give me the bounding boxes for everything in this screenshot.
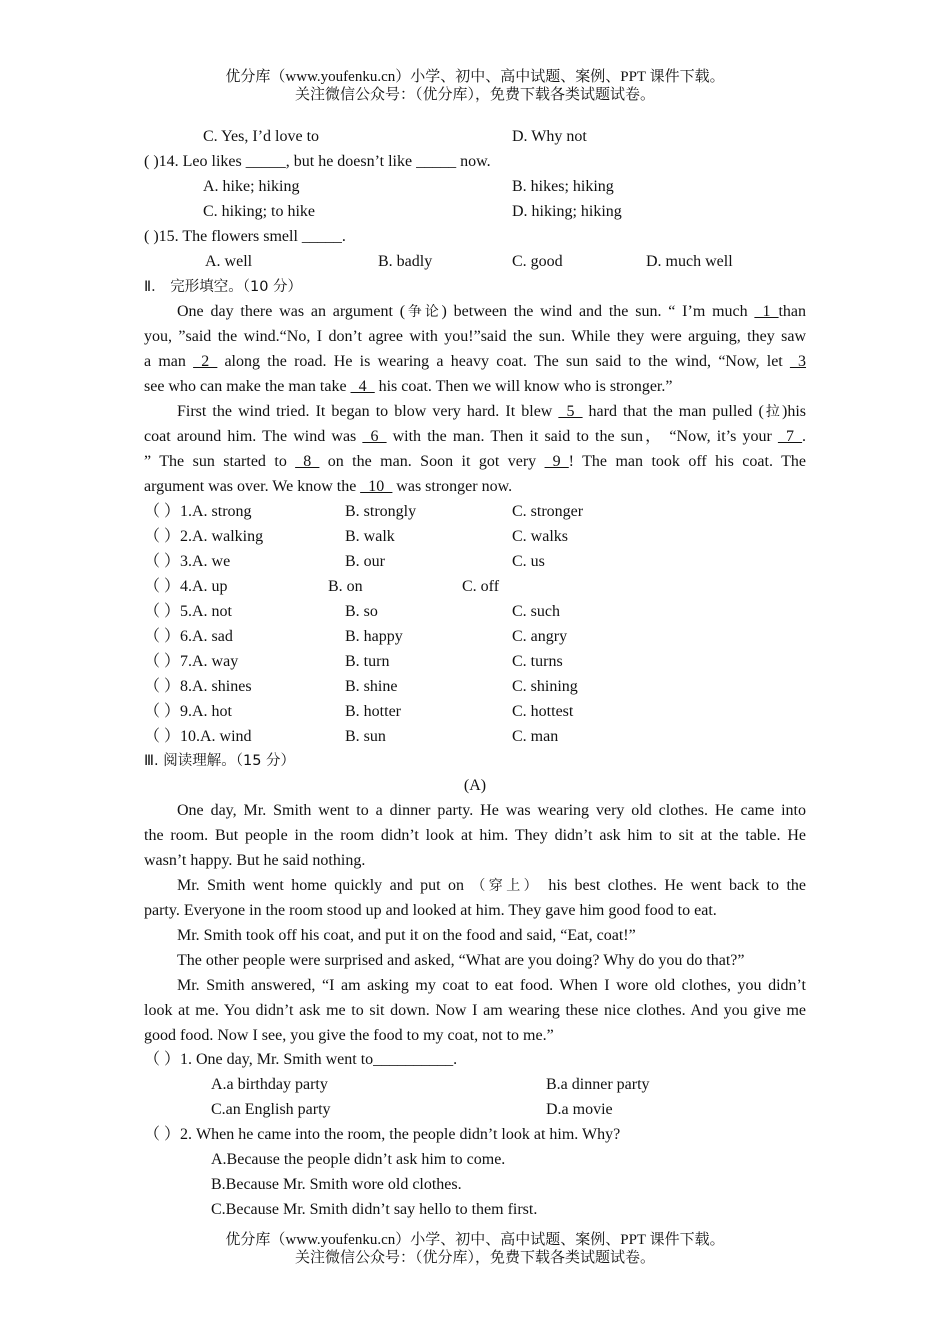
reading-q1-option-b: B.a dinner party bbox=[546, 1076, 650, 1093]
cloze-item-8-b: B. shine bbox=[345, 678, 398, 695]
blank-4: _4_ bbox=[350, 378, 375, 395]
cloze-item-7-c: C. turns bbox=[512, 653, 563, 670]
q15-option-b: B. badly bbox=[378, 253, 433, 270]
cloze-item-8-a: （ ）8.A. shines bbox=[144, 678, 252, 695]
cloze-item-4-a: （ ）4.A. up bbox=[144, 578, 228, 595]
q14-stem: ( )14. Leo likes _____, but he doesn’t like _____ now. bbox=[144, 153, 491, 170]
cloze-item-4-c: C. off bbox=[462, 578, 500, 595]
reading-p5-line3: good food. Now I see, you give the food to my coat, not to me.” bbox=[144, 1027, 554, 1044]
reading-p1-line1: One day, Mr. Smith went to a dinner party. He was wearing very old clothes. He came into bbox=[177, 802, 806, 819]
blank-9: _9_ bbox=[544, 453, 569, 470]
q14-option-c: C. hiking; to hike bbox=[203, 203, 315, 220]
q14-option-b: B. hikes; hiking bbox=[512, 178, 614, 195]
q13-option-d: D. Why not bbox=[512, 128, 587, 145]
cloze-item-1-a: （ ）1.A. strong bbox=[144, 503, 252, 520]
reading-q1-option-c: C.an English party bbox=[211, 1101, 331, 1118]
cloze-item-5-b: B. so bbox=[345, 603, 378, 620]
reading-p2-line2: party. Everyone in the room stood up and looked at him. They gave him good food to eat. bbox=[144, 902, 717, 919]
reading-q1-option-a: A.a birthday party bbox=[211, 1076, 328, 1093]
reading-p3: Mr. Smith took off his coat, and put it on the food and said, “Eat, coat!” bbox=[177, 927, 636, 944]
page-header-line2: 关注微信公众号：（优分库），免费下载各类试题试卷。 bbox=[294, 87, 655, 103]
page-footer-line1: 优分库（www.youfenku.cn）小学、初中、高中试题、案例、PPT 课件下载。 bbox=[225, 1232, 725, 1248]
reading-p4: The other people were surprised and asked, “What are you doing? Why do you do that?” bbox=[177, 952, 745, 969]
blank-6: _6_ bbox=[362, 428, 387, 445]
cloze-item-2-a: （ ）2.A. walking bbox=[144, 528, 264, 545]
cloze-item-2-c: C. walks bbox=[512, 528, 568, 545]
cloze-item-10-a: （ ）10.A. wind bbox=[144, 728, 252, 745]
cloze-item-9-c: C. hottest bbox=[512, 703, 574, 720]
cloze-item-5-c: C. such bbox=[512, 603, 560, 620]
blank-7: _7_ bbox=[778, 428, 802, 445]
cloze-item-7-a: （ ）7.A. way bbox=[144, 653, 239, 670]
reading-q1-option-d: D.a movie bbox=[546, 1101, 613, 1118]
cloze-item-4-b: B. on bbox=[328, 578, 363, 595]
cloze-item-1-b: B. strongly bbox=[345, 503, 417, 520]
page-header-line1: 优分库（www.youfenku.cn）小学、初中、高中试题、案例、PPT 课件下载。 bbox=[225, 69, 725, 85]
cloze-p2-line1: First the wind tried. It began to blow very hard. It blew _5_ hard that the man pulled (拉)his bbox=[177, 403, 806, 420]
cloze-item-10-c: C. man bbox=[512, 728, 559, 745]
reading-q2-option-c: C.Because Mr. Smith didn’t say hello to them first. bbox=[211, 1201, 538, 1218]
cloze-item-7-b: B. turn bbox=[345, 653, 390, 670]
q14-option-d: D. hiking; hiking bbox=[512, 203, 622, 220]
q15-option-d: D. much well bbox=[646, 253, 733, 270]
blank-10: _10_ bbox=[360, 478, 393, 495]
blank-2: _2_ bbox=[193, 353, 218, 370]
cloze-item-3-b: B. our bbox=[345, 553, 385, 570]
cloze-item-6-a: （ ）6.A. sad bbox=[144, 628, 233, 645]
cloze-item-5-a: （ ）5.A. not bbox=[144, 603, 233, 620]
q13-option-c: C. Yes, I’d love to bbox=[203, 128, 320, 145]
cloze-item-1-c: C. stronger bbox=[512, 503, 584, 520]
cloze-p1-line2: you, ”said the wind.“No, I don’t agree with you!”said the sun. While they were arguing, they saw bbox=[144, 328, 806, 345]
q14-option-a: A. hike; hiking bbox=[203, 178, 300, 195]
reading-q2-option-a: A.Because the people didn’t ask him to come. bbox=[211, 1151, 506, 1168]
cloze-p1-line4: see who can make the man take _4_ his coat. Then we will know who is stronger.” bbox=[144, 378, 673, 395]
reading-p2-line1: Mr. Smith went home quickly and put on （穿上） his best clothes. He went back to the bbox=[177, 877, 807, 894]
reading-q2-option-b: B.Because Mr. Smith wore old clothes. bbox=[211, 1176, 462, 1193]
blank-8: _8_ bbox=[295, 453, 320, 470]
cloze-item-3-a: （ ）3.A. we bbox=[144, 553, 231, 570]
blank-5: _5_ bbox=[558, 403, 583, 420]
reading-q1-stem: （ ）1. One day, Mr. Smith went to__________. bbox=[144, 1051, 458, 1068]
q15-option-c: C. good bbox=[512, 253, 563, 270]
reading-p1-line2: the room. But people in the room didn’t look at him. They didn’t ask him to sit at the table. He bbox=[144, 827, 806, 844]
blank-3: _3 bbox=[790, 353, 807, 370]
q15-option-a: A. well bbox=[205, 253, 253, 270]
reading-q2-stem: （ ）2. When he came into the room, the people didn’t look at him. Why? bbox=[144, 1126, 621, 1143]
cloze-p2-line2: coat around him. The wind was _6_ with the man. Then it said to the sun， “Now, it’s your _7_. bbox=[144, 428, 806, 445]
blank-1: _1_ bbox=[754, 303, 779, 320]
section2-title: Ⅱ． 完形填空。（10 分） bbox=[144, 279, 303, 295]
cloze-item-10-b: B. sun bbox=[345, 728, 386, 745]
page-footer-line2: 关注微信公众号：（优分库），免费下载各类试题试卷。 bbox=[294, 1250, 655, 1266]
section3-title: Ⅲ. 阅读理解。（15 分） bbox=[144, 753, 296, 769]
cloze-item-6-c: C. angry bbox=[512, 628, 568, 645]
reading-p5-line2: look at me. You didn’t ask me to sit down. Now I am wearing these nice clothes. And you give me bbox=[144, 1002, 806, 1019]
cloze-p1-line3: a man _2_ along the road. He is wearing a heavy coat. The sun said to the wind, “Now, let _3 bbox=[144, 353, 807, 370]
q15-stem: ( )15. The flowers smell _____. bbox=[144, 228, 346, 245]
reading-p5-line1: Mr. Smith answered, “I am asking my coat to eat food. When I wore old clothes, you didn’t bbox=[177, 977, 806, 994]
cloze-p2-line4: argument was over. We know the _10_ was stronger now. bbox=[144, 478, 513, 495]
reading-p1-line3: wasn’t happy. But he said nothing. bbox=[144, 852, 366, 869]
cloze-item-9-a: （ ）9.A. hot bbox=[144, 703, 233, 720]
cloze-item-6-b: B. happy bbox=[345, 628, 403, 645]
cloze-p1-line1: One day there was an argument (争论) between the wind and the sun. “ I’m much _1_than bbox=[177, 303, 807, 320]
cloze-item-8-c: C. shining bbox=[512, 678, 578, 695]
passage-label: (A) bbox=[463, 777, 487, 794]
cloze-item-9-b: B. hotter bbox=[345, 703, 401, 720]
cloze-item-2-b: B. walk bbox=[345, 528, 395, 545]
cloze-item-3-c: C. us bbox=[512, 553, 545, 570]
cloze-p2-line3: ” The sun started to _8_ on the man. Soon it got very _9_! The man took off his coat. The bbox=[144, 453, 806, 470]
